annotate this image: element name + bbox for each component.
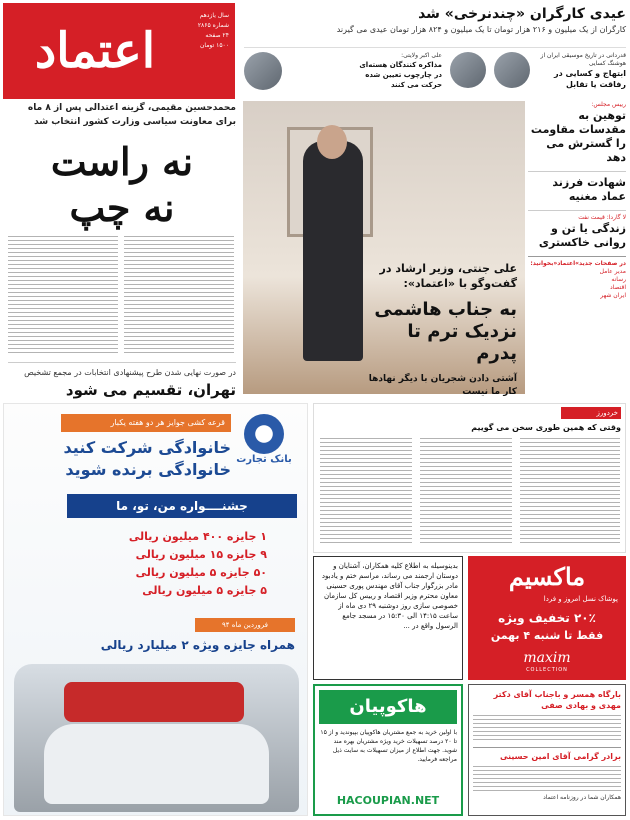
- bank-logo-icon: [244, 414, 284, 454]
- masthead-meta: [185, 11, 229, 91]
- sidebar-section-3[interactable]: اقتصاد: [609, 284, 626, 291]
- velayati-kicker: علی اکبر ولایتی:: [401, 52, 442, 59]
- sidebar-section-1[interactable]: مدیر عامل: [599, 268, 626, 275]
- hacoupian-url[interactable]: HACOUPIAN.NET: [336, 794, 440, 807]
- car-roof-box: [64, 682, 244, 722]
- velayati-story: [352, 52, 442, 90]
- maxim-brand: ماکسیم: [508, 562, 586, 591]
- minister-figure: [303, 141, 363, 361]
- lead-intro: محمدحسین مقیمی، گزینه اعتدالی پس از ۸ ماه برای معاونت سیاسی وزارت کشور انتخاب شد: [27, 103, 236, 127]
- minister-head: [317, 125, 347, 159]
- lead-foot: [8, 362, 236, 401]
- column-body-1: [320, 438, 412, 546]
- kasaei-title: ابتهاج و کسایی در رفاقت یا تقابل: [554, 69, 626, 89]
- top-story-subtitle: کارگران از یک میلیون و ۲۱۶ هزار تومان تا یک میلیون و ۸۲۴ هزار تومان عیدی می گیرند: [336, 25, 626, 34]
- feature-sub: آشتی دادن شجریان با دیگر نهادها کار ما نیست: [368, 374, 517, 397]
- thumb-row: [244, 47, 626, 97]
- maxim-offer-1: ۲۰٪ تخفیف ویژه: [498, 611, 596, 625]
- top-story: [244, 4, 626, 36]
- prize-1: ۱ جایزه ۴۰۰ میلیون ریالی: [128, 530, 267, 543]
- lead-body-col-1: [8, 236, 118, 356]
- lead-headline-2: نه چپ: [69, 185, 175, 230]
- meta-issue: شماره ۲۸۶۵: [197, 22, 229, 29]
- condolence-sign: همکاران شما در روزنامه اعتماد: [543, 794, 621, 801]
- notice-box: [313, 556, 463, 680]
- family-car-photo: [14, 664, 299, 812]
- bank-festival: جشنــــواره من، تو، ما: [67, 494, 297, 518]
- condolence-title-2: برادر گرامی آقای امین حسینی: [473, 747, 621, 762]
- maxim-ad[interactable]: [468, 556, 626, 680]
- lead-body-col-2: [124, 236, 234, 356]
- bank-slogan-1: خانوادگی شرکت کنید: [63, 438, 231, 457]
- prize-2: ۹ جایزه ۱۵ میلیون ریالی: [135, 548, 267, 561]
- notice-text: بدینوسیله به اطلاع کلیه همکاران، آشنایان و دوستان ارجمند می رساند، مراسم ختم و یادبود مادر بزرگوار جناب آقای مهندس پوری حسینی معاون محترم وزیر اقتصاد و رییس کل سازمان خصوصی سازی روز دوشنبه ۲۹ دی ماه از ساعت ۱۴:۱۵ الی ۱۵:۳۰ در مسجد جامع الرسول واقع در ...: [321, 562, 458, 630]
- sidebar-title-3: زندگی یا تن و روانی خاکستری: [538, 222, 626, 249]
- column-body-3: [520, 438, 620, 546]
- top-story-title: عیدی کارگران «چندنرخی» شد: [418, 6, 626, 22]
- velayati-photo: [244, 52, 282, 90]
- kasaei-story: [536, 52, 626, 90]
- sidebar-section-4[interactable]: ایران شهر: [600, 292, 626, 299]
- sidebar-title-1: توهین به مقدسات مقاومت را گسترش می دهد: [530, 109, 626, 164]
- bank-prizes: [37, 528, 267, 600]
- bank-ribbon: قرعه کشی جوایز هر دو هفته یکبار: [61, 414, 231, 432]
- column-body-2: [420, 438, 512, 546]
- meta-year: سال یازدهم: [199, 12, 229, 19]
- condolence-body-2: [473, 766, 621, 792]
- right-sidebar: [528, 101, 626, 394]
- feature-photo: [243, 101, 525, 397]
- bank-big-prize: همراه جایزه ویژه ۲ میلیارد ریالی: [100, 638, 295, 652]
- maxim-collection: COLLECTION: [526, 667, 568, 673]
- prize-3: ۵۰ جایزه ۵ میلیون ریالی: [135, 566, 267, 579]
- bank-ad[interactable]: [3, 403, 308, 816]
- car-body: [44, 724, 269, 804]
- meta-pages: ۲۴ صفحه: [205, 32, 229, 39]
- maxim-sub: پوشاک نسل امروز و فردا: [543, 595, 618, 603]
- sidebar-section-2[interactable]: رسانه: [611, 276, 626, 283]
- bank-slogan-2: خانوادگی برنده شوید: [65, 460, 231, 479]
- column-box: [313, 403, 626, 553]
- lead-foot-title: تهران، تقسیم می شود: [65, 381, 236, 399]
- feature-text: [367, 261, 517, 399]
- column-title: وقتی که همین طوری سخن می گوییم: [471, 423, 621, 432]
- sidebar-kicker-3: لا گاردا: قیمت نفت: [528, 210, 626, 222]
- velayati-title: مذاکره کنندگان هسته‌ای در چارچوب تعیین شده حرکت می کنند: [359, 61, 442, 89]
- condolence-body-1: [473, 715, 621, 741]
- maxim-offer-2: فقط تا شنبه ۴ بهمن: [490, 629, 604, 642]
- masthead: [3, 3, 235, 99]
- sidebar-kicker: رییس مجلس:: [591, 101, 626, 108]
- maxim-latin: maxim: [523, 650, 571, 666]
- newspaper-logo: اعتماد: [34, 23, 156, 79]
- bank-logo: [229, 414, 299, 484]
- meta-price: ۱۵۰۰ تومان: [199, 42, 229, 49]
- lead-headline-1: نه راست: [50, 139, 194, 184]
- hacoupian-brand: هاکوپیان: [319, 690, 457, 724]
- feature-kicker: علی جنتی، وزیر ارشاد در گفت‌وگو با «اعتماد»:: [379, 262, 517, 290]
- lead-foot-intro: در صورت نهایی شدن طرح پیشنهادی انتخابات در مجمع تشخیص: [24, 368, 236, 377]
- bank-date: فروردین ماه ۹۴: [195, 618, 295, 632]
- hacoupian-text: با اولین خرید به جمع مشتریان هاکوپیان بپیوندید و از ۱۵ تا ۲۰ درصد تسهیلات خرید ویژه مشتریان بهره مند شوید. جهت اطلاع از میزان تسهیلات به سایت ذیل مراجعه فرمایید.: [320, 729, 457, 763]
- sidebar-section-head: در صفحات جدید»اعتماد«بخوانید:: [528, 256, 626, 268]
- condolence-title-1: بارگاه همسر و باجناب آقای دکتر مهدی و بهادی صفی: [493, 690, 621, 710]
- feature-title: به جناب هاشمی نزدیک ترم تا پدرم: [374, 299, 517, 364]
- lead-story: [8, 101, 236, 231]
- sidebar-title-2: شهادت فرزند عماد مغنیه: [528, 171, 626, 204]
- ebtehaj-photo: [450, 52, 486, 88]
- kasaei-photo: [494, 52, 530, 88]
- kasaei-kicker: قدردانی در تاریخ موسیقی ایران از هوشنگ کسایی: [540, 52, 626, 67]
- bank-name: بانک تجارت: [236, 454, 292, 465]
- condolence-box: [468, 684, 626, 816]
- prize-4: ۵ جایزه ۵ میلیون ریالی: [142, 584, 267, 597]
- column-label: خردورز: [561, 407, 621, 419]
- hacoupian-ad[interactable]: [313, 684, 463, 816]
